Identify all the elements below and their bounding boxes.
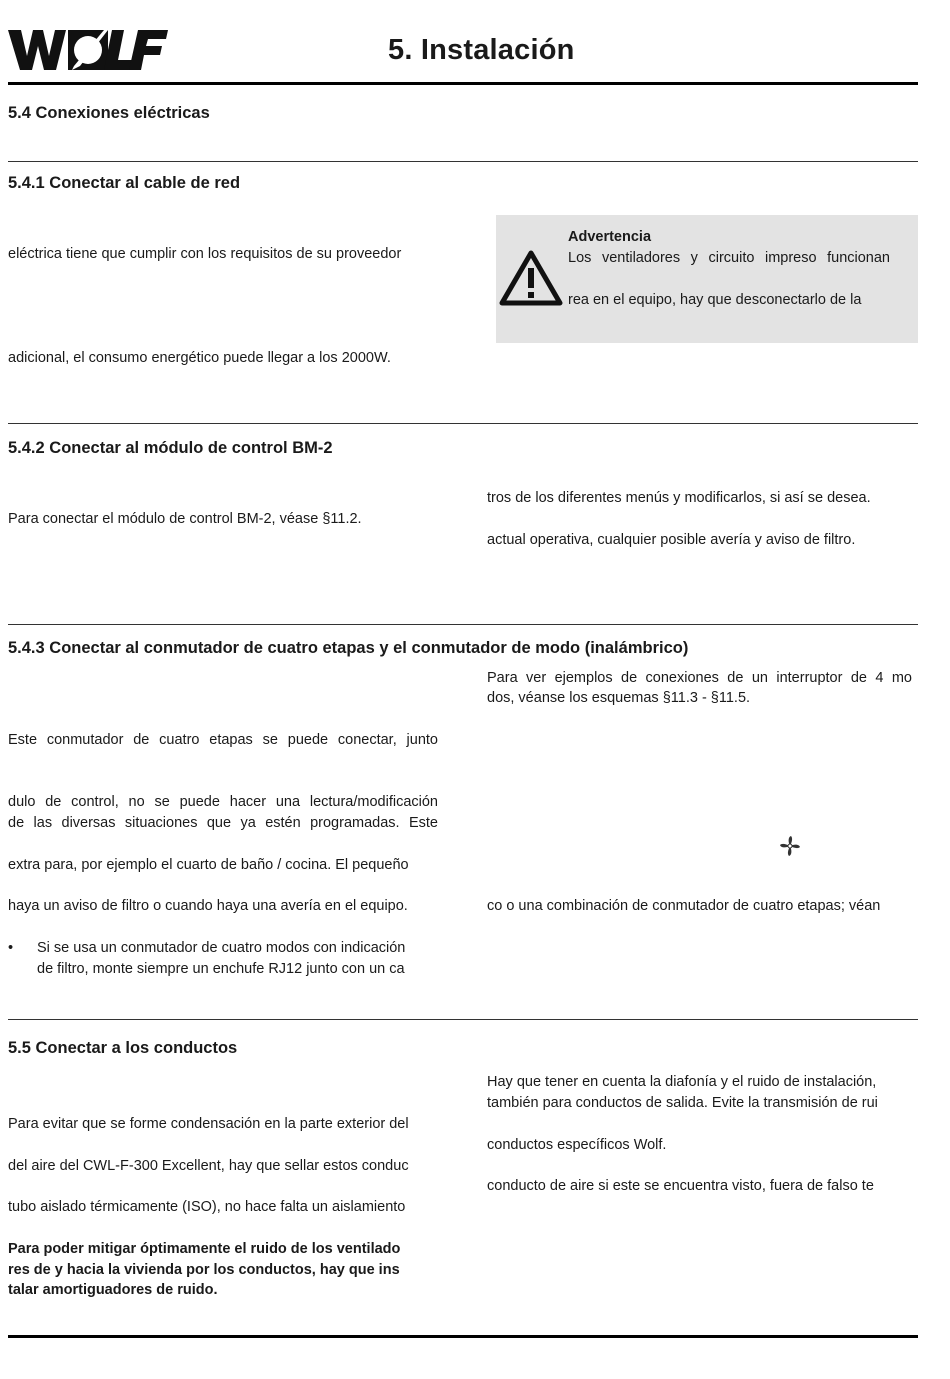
divider (8, 1019, 918, 1020)
bold-paragraph-line: res de y hacia la vivienda por los conductos, hay que ins (8, 1262, 400, 1278)
bullet-text-line: Si se usa un conmutador de cuatro modos con indicación (37, 940, 406, 956)
paragraph-line: haya un aviso de filtro o cuando haya una avería en el equipo. (8, 898, 408, 914)
bullet-marker: • (8, 940, 14, 956)
paragraph-line: Para evitar que se forme condensación en la parte exterior del (8, 1116, 409, 1132)
paragraph-line: tubo aislado térmicamente (ISO), no hace falta un aislamiento (8, 1199, 406, 1215)
section-5-4-title: 5.4 Conexiones eléctricas (8, 104, 210, 122)
fan-icon (778, 834, 802, 858)
bold-paragraph-line: talar amortiguadores de ruido. (8, 1282, 218, 1298)
paragraph-line: conductos específicos Wolf. (487, 1137, 667, 1153)
divider (8, 161, 918, 162)
warning-triangle-icon (498, 248, 564, 308)
section-5-4-2-title: 5.4.2 Conectar al módulo de control BM-2 (8, 439, 333, 457)
paragraph-line: actual operativa, cualquier posible avería y aviso de filtro. (487, 532, 856, 548)
paragraph-line: conducto de aire si este se encuentra visto, fuera de falso te (487, 1178, 874, 1194)
bold-paragraph-line: Para poder mitigar óptimamente el ruido de los ventilado (8, 1241, 401, 1257)
page-title: 5. Instalación (388, 34, 575, 66)
wolf-logo (8, 26, 170, 74)
paragraph-line: tros de los diferentes menús y modificarlos, si así se desea. (487, 490, 871, 506)
paragraph-line: extra para, por ejemplo el cuarto de baño / cocina. El pequeño (8, 857, 409, 873)
section-5-4-3-title: 5.4.3 Conectar al conmutador de cuatro etapas y el conmutador de modo (inalámbrico) (8, 639, 689, 657)
paragraph-line: Para conectar el módulo de control BM-2, véase §11.2. (8, 511, 362, 527)
divider (8, 624, 918, 625)
paragraph-line: Para ver ejemplos de conexiones de un interruptor de 4 mo (487, 670, 912, 686)
paragraph-line: también para conductos de salida. Evite la transmisión de rui (487, 1095, 878, 1111)
warning-title: Advertencia (568, 229, 652, 245)
paragraph-line: dos, véanse los esquemas §11.3 - §11.5. (487, 690, 751, 706)
section-5-5-title: 5.5 Conectar a los conductos (8, 1039, 238, 1057)
paragraph-line: adicional, el consumo energético puede llegar a los 2000W. (8, 350, 391, 366)
warning-text-line: rea en el equipo, hay que desconectarlo de la (568, 292, 862, 308)
paragraph-line: de las diversas situaciones que ya estén programadas. Este (8, 815, 438, 831)
footer-divider (8, 1335, 918, 1338)
paragraph-line: eléctrica tiene que cumplir con los requisitos de su proveedor (8, 246, 402, 262)
paragraph-line: co o una combinación de conmutador de cuatro etapas; véan (487, 898, 881, 914)
paragraph-line: Hay que tener en cuenta la diafonía y el ruido de instalación, (487, 1074, 877, 1090)
warning-text-line: Los ventiladores y circuito impreso funcionan (568, 250, 890, 266)
paragraph-line: Este conmutador de cuatro etapas se puede conectar, junto (8, 732, 438, 748)
paragraph-line: dulo de control, no se puede hacer una lectura/modificación (8, 794, 438, 810)
section-5-4-1-title: 5.4.1 Conectar al cable de red (8, 174, 241, 192)
paragraph-line: del aire del CWL-F-300 Excellent, hay que sellar estos conduc (8, 1158, 409, 1174)
header-divider (8, 82, 918, 85)
divider (8, 423, 918, 424)
bullet-text-line: de filtro, monte siempre un enchufe RJ12 junto con un ca (37, 961, 405, 977)
